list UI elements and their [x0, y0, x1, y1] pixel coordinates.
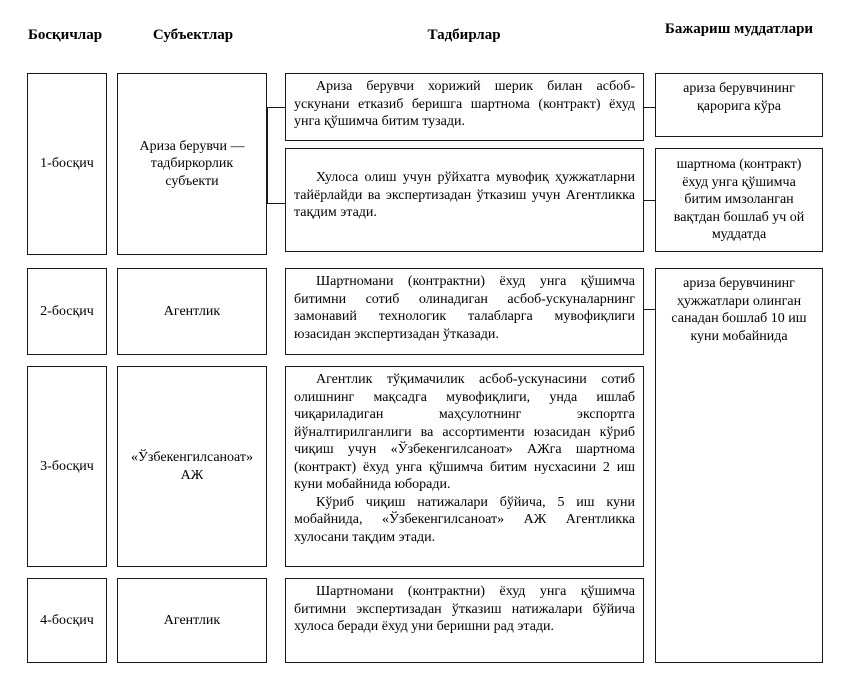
stage-1-action-1	[285, 73, 644, 141]
connector-line	[267, 107, 268, 204]
header-deadlines: Бажариш муддатлари	[664, 21, 814, 37]
header-subjects: Субъектлар	[152, 27, 234, 43]
stage-2-label: 2-босқич	[27, 268, 107, 355]
stage-1-subject: Ариза берувчи — тадбиркорлик субъекти	[117, 73, 267, 255]
stage-1-deadline-1: ариза берувчининг қарорига кўра	[655, 73, 823, 137]
stage-2-4-deadline-text: ариза берувчининг ҳужжатлари олинган санадан бошлаб 10 иш куни мобайнида	[671, 276, 807, 344]
stage-4-action	[285, 578, 644, 663]
stage-3-subject: «Ўзбекенгилсаноат» АЖ	[117, 366, 267, 567]
stage-2-action-text: Шартномани (контрактни) ёхуд унга қўшимча битимни сотиб олинадиган асбоб-ускуналарнинг замонавий технологик талабларга мувофиқлиги юзасидан экспертизадан ўтказади.	[294, 274, 635, 342]
stage-3-label: 3-босқич	[27, 366, 107, 567]
connector-line	[644, 107, 655, 108]
stage-1-label: 1-босқич	[27, 73, 107, 255]
header-stages: Босқичлар	[27, 27, 103, 43]
header-actions: Тадбирлар	[427, 27, 501, 43]
stage-4-subject: Агентлик	[117, 578, 267, 663]
stage-3-action-text-2: Кўриб чиқиш натижалари бўйича, 5 иш куни мобайнида, «Ўзбекенгилсаноат» АЖ Агентликка хулосани тақдим этади.	[294, 494, 635, 545]
stage-2-4-deadline	[655, 268, 823, 663]
stage-1-action-2-text: Хулоса олиш учун рўйхатга мувофиқ ҳужжатларни тайёрлайди ва экспертизадан ўтказиш учун Агентликка тақдим этади.	[294, 170, 635, 220]
stage-1-action-2	[285, 148, 644, 252]
stage-2-subject: Агентлик	[117, 268, 267, 355]
connector-line	[267, 107, 285, 108]
stage-1-deadline-2: шартнома (контракт) ёхуд унга қўшимча битим имзоланган вақтдан бошлаб уч ой муддатда	[655, 148, 823, 252]
connector-line	[644, 309, 655, 310]
connector-line	[267, 203, 285, 204]
stage-4-label: 4-босқич	[27, 578, 107, 663]
stage-4-action-text: Шартномани (контрактни) ёхуд унга қўшимча битимни экспертизадан ўтказиш натижалари бўйича хулоса беради ёхуд уни беришни рад этади.	[294, 584, 635, 634]
connector-line	[644, 200, 655, 201]
stage-3-action	[285, 366, 644, 567]
stage-2-action	[285, 268, 644, 355]
stage-1-action-1-text: Ариза берувчи хорижий шерик билан асбоб-ускунани етказиб беришга шартнома (контракт) ёхуд унга қўшимча битим тузади.	[294, 79, 635, 129]
stage-3-action-text-1: Агентлик тўқимачилик асбоб-ускунасини сотиб олишнинг мақсадга мувофиқлиги, унда ишлаб чиқариладиган маҳсулотнинг экспортга йўналтирилганлиги ва ассортименти юзасидан кўриб чиқиш учун «Ўзбекенгилсаноат» АЖга шартнома (контракт) ёхуд унга қўшимча битим нусхасини 2 иш куни мобайнида юборади.	[294, 372, 635, 492]
